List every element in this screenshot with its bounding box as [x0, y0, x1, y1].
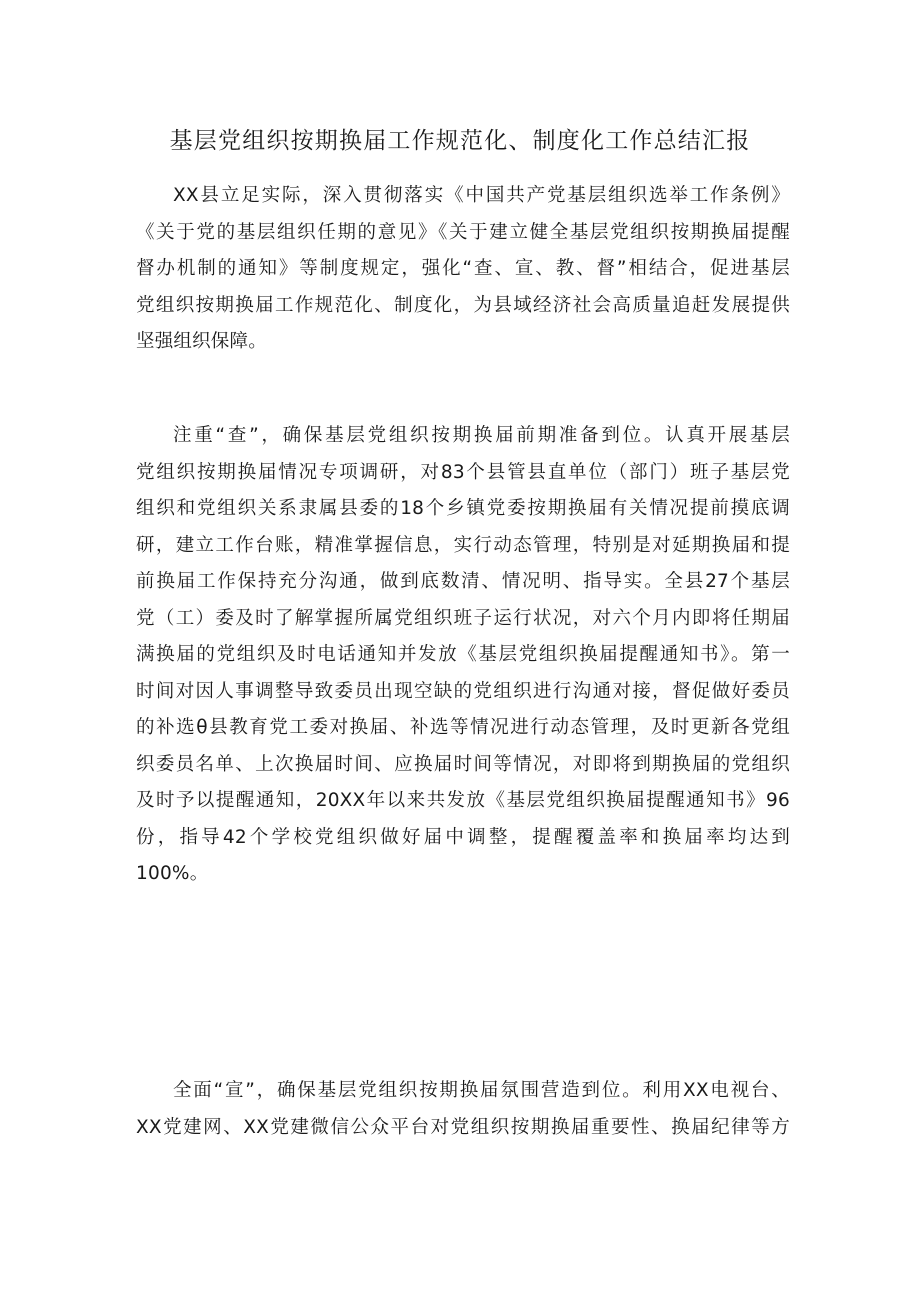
paragraph-line: 100%。 [136, 863, 209, 884]
paragraph-line: 研，建立工作台账，精准掌握信息，实行动态管理，特别是对延期换届和提 [136, 534, 790, 556]
paragraph-line: 坚强组织保障。 [136, 331, 267, 352]
paragraph-line: 织委员名单、上次换届时间、应换届时间等情况，对即将到期换届的党组织 [136, 753, 790, 775]
paragraph-line: XX县立足实际，深入贯彻落实《中国共产党基层组织选举工作条例》 [173, 185, 790, 206]
paragraph-line: 及时予以提醒通知，20XX年以来共发放《基层党组织换届提醒通知书》96 [136, 790, 790, 811]
paragraph-line: 全面“宣”，确保基层党组织按期换届氛围营造到位。利用XX电视台、 [173, 1080, 790, 1101]
paragraph-line: 《关于党的基层组织任期的意见》《关于建立健全基层党组织按期换届提醒 [136, 221, 790, 243]
paragraph-line: 的补选θ县教育党工委对换届、补选等情况进行动态管理，及时更新各党组 [136, 717, 790, 738]
paragraph-intro [136, 178, 790, 361]
paragraph-line: 组织和党组织关系隶属县委的18个乡镇党委按期换届有关情况提前摸底调 [136, 498, 790, 519]
paragraph-line: 前换届工作保持充分沟通，做到底数清、情况明、指导实。全县27个基层 [136, 571, 790, 592]
paragraph-line: 注重“查”，确保基层党组织按期换届前期准备到位。认真开展基层 [173, 425, 790, 446]
paragraph-line: 份，指导42个学校党组织做好届中调整，提醒覆盖率和换届率均达到 [136, 826, 790, 848]
paragraph-line: 党组织按期换届工作规范化、制度化，为县域经济社会高质量追赶发展提供 [136, 294, 790, 316]
paragraph-line: 党（工）委及时了解掌握所属党组织班子运行状况，对六个月内即将任期届 [136, 607, 790, 629]
paragraph-line: 督办机制的通知》等制度规定，强化“查、宣、教、督”相结合，促进基层 [136, 258, 790, 279]
paragraph-check [136, 418, 790, 893]
paragraph-line: 党组织按期换届情况专项调研，对83个县管县直单位（部门）班子基层党 [136, 461, 790, 483]
paragraph-line: 时间对因人事调整导致委员出现空缺的党组织进行沟通对接，督促做好委员 [136, 680, 790, 702]
document-title: 基层党组织按期换届工作规范化、制度化工作总结汇报 [169, 128, 751, 154]
paragraph-line: 满换届的党组织及时电话通知并发放《基层党组织换届提醒通知书》。第一 [136, 644, 790, 665]
paragraph-line: XX党建网、XX党建微信公众平台对党组织按期换届重要性、换届纪律等方 [136, 1116, 790, 1138]
paragraph-publicize [136, 1073, 790, 1146]
